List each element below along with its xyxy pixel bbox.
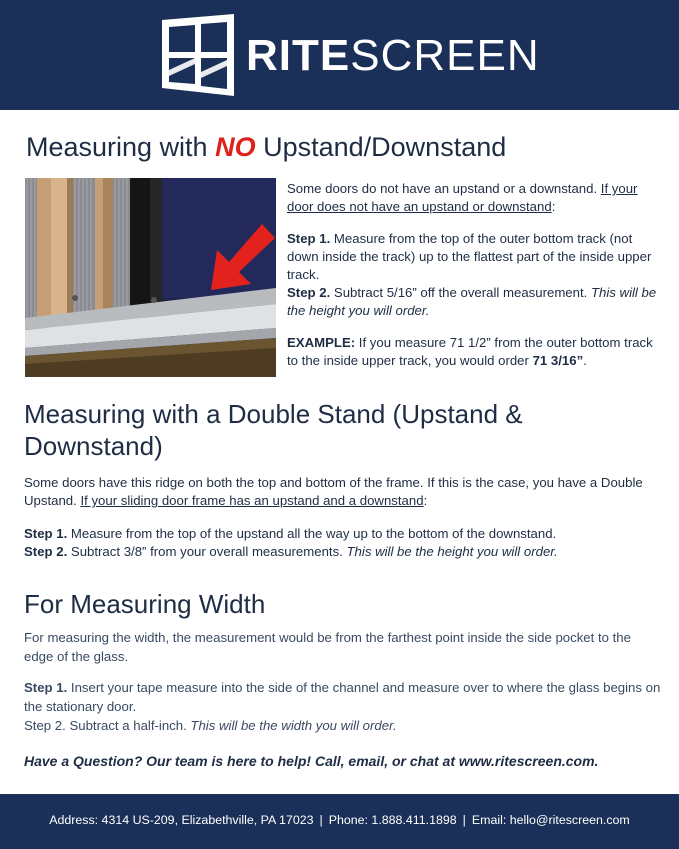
section1-body	[287, 180, 657, 370]
header-banner	[0, 0, 679, 110]
section2-step2	[24, 543, 664, 561]
section2-intro-underlined: If your sliding door frame has an upstand and a downstand	[80, 493, 424, 508]
section3-step2-italic: This will be the width you will order.	[190, 718, 397, 733]
section1-intro-underlined: If your door does not have an upstand or downstand	[287, 181, 638, 214]
section3-step2	[24, 716, 664, 735]
example-end: .	[583, 353, 587, 368]
footer-contact	[0, 811, 679, 829]
section2-step1-label: Step 1.	[24, 526, 68, 541]
footer-bar	[0, 794, 679, 849]
ritescreen-logo	[162, 14, 540, 96]
section3-steps	[24, 678, 664, 735]
section2-title: Measuring with a Double Stand (Upstand & Downstand)	[24, 399, 523, 461]
section3-step2-label: Step 2.	[24, 718, 66, 733]
track-illustration	[25, 178, 276, 377]
section1-title-no: NO	[215, 132, 256, 162]
example-label: EXAMPLE:	[287, 335, 356, 350]
section2-step2-italic: This will be the height you will order.	[346, 544, 558, 559]
section1-example	[287, 334, 657, 370]
section2-step1	[24, 525, 664, 543]
section2-intro-end: :	[423, 493, 428, 508]
section3-step2-text: Subtract a half-inch.	[65, 718, 191, 733]
section3-step1-label: Step 1.	[24, 680, 68, 695]
brand-wordmark	[246, 32, 540, 80]
section1-intro-end: :	[551, 199, 556, 214]
section2-step1-text: Measure from the top of the upstand all the way up to the bottom of the downstand.	[67, 526, 557, 541]
section1-step1	[287, 230, 657, 284]
section1-intro	[287, 180, 657, 216]
section1-step1-text: Measure from the top of the outer bottom track (not down inside the track) up to the flattest part of the inside upper track.	[287, 231, 652, 282]
footer-separator: |	[319, 813, 323, 827]
main-content	[0, 110, 679, 794]
section2-intro-text: Some doors have this ridge on both the top and bottom of the frame. If this is the case, you have a Double Upstand.	[24, 475, 643, 508]
brand-bold: RITE	[246, 31, 351, 80]
help-question: Have a Question? Our team is here to help! Call, email, or chat at www.ritescreen.com.	[24, 753, 599, 769]
section1-intro-text: Some doors do not have an upstand or a downstand.	[287, 181, 601, 196]
section2-step2-label: Step 2.	[24, 544, 68, 559]
section2-steps	[24, 525, 664, 561]
example-text: If you measure 71 1/2” from the outer bottom track to the inside upper track, you would order	[287, 335, 653, 368]
section1-title-end: Upstand/Downstand	[255, 132, 507, 162]
section1-step2-label: Step 2.	[287, 285, 331, 300]
section3-step1	[24, 678, 664, 716]
section1-step1-label: Step 1.	[287, 231, 331, 246]
example-value: 71 3/16”	[532, 353, 584, 368]
footer-email[interactable]: Email: hello@ritescreen.com	[471, 813, 630, 827]
section3-title: For Measuring Width	[24, 589, 266, 619]
section3-intro: For measuring the width, the measurement would be from the farthest point inside the side pocket to the edge of the glass.	[24, 630, 631, 664]
section2-intro	[24, 474, 664, 510]
section1-title-start: Measuring with	[26, 132, 216, 162]
section1-step2-italic: This will be the height you will order.	[287, 285, 657, 318]
brand-light: SCREEN	[350, 31, 540, 80]
footer-separator: |	[462, 813, 466, 827]
footer-phone[interactable]: Phone: 1.888.411.1898	[328, 813, 457, 827]
section2-step2-text: Subtract 3/8” from your overall measurements.	[67, 544, 347, 559]
section1-step2-text: Subtract 5/16” off the overall measurement.	[330, 285, 591, 300]
section3-step1-text: Insert your tape measure into the side of the channel and measure over to where the glass begins on the stationary door.	[24, 680, 661, 714]
section1-step2	[287, 284, 657, 320]
window-logo-icon	[162, 14, 234, 96]
section1-title	[26, 130, 506, 164]
footer-address: Address: 4314 US-209, Elizabethville, PA 17023	[49, 813, 314, 827]
